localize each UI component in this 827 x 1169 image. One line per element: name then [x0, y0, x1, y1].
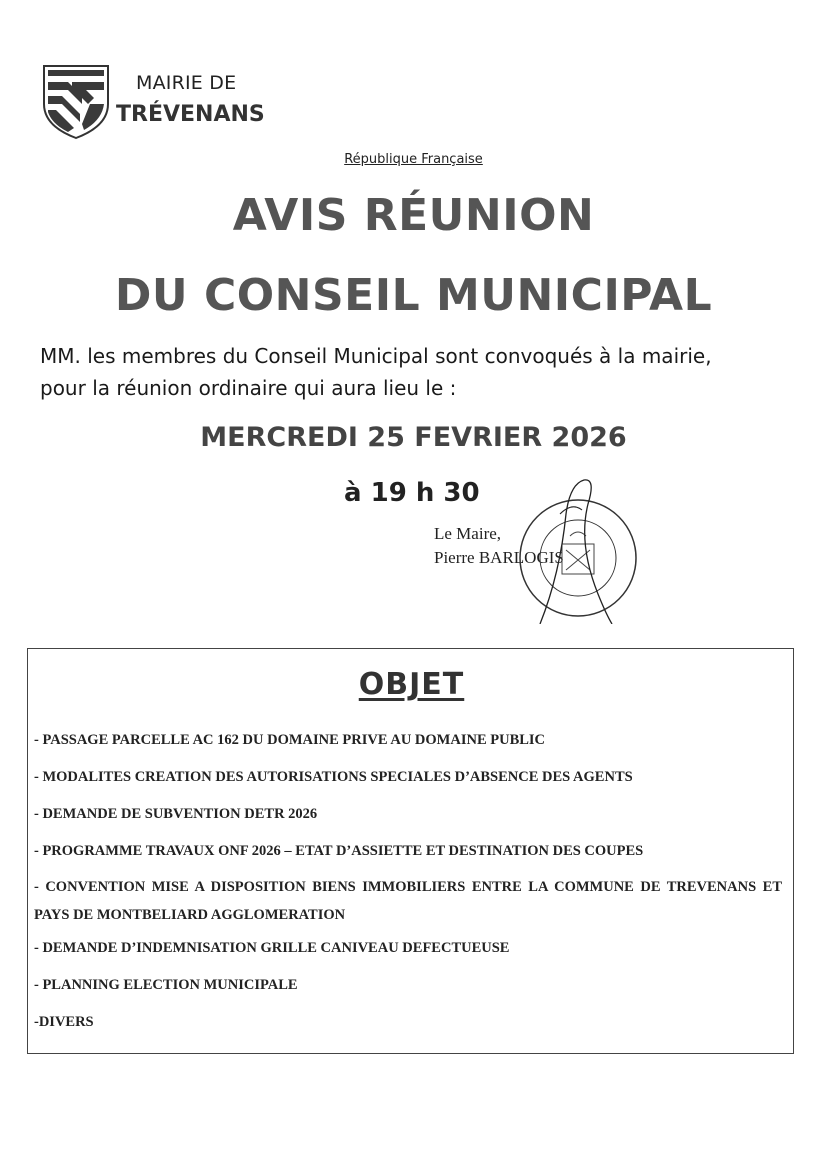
agenda-list	[34, 731, 782, 1050]
meeting-time: à 19 h 30	[344, 478, 480, 508]
agenda-item: - PLANNING ELECTION MUNICIPALE	[34, 977, 298, 993]
agenda-heading-text: OBJET	[358, 667, 465, 702]
town-name: TRÉVENANS	[116, 102, 265, 127]
meeting-date: MERCREDI 25 FEVRIER 2026	[200, 422, 627, 453]
republique-label: République Française	[344, 152, 483, 167]
signature-name: Pierre BARLOGIS	[434, 548, 564, 567]
signature-title: Le Maire,	[434, 524, 502, 543]
intro-line-1: MM. les membres du Conseil Municipal sont convoqués à la mairie,	[40, 344, 712, 368]
page-title-line-2: DU CONSEIL MUNICIPAL	[114, 270, 713, 321]
agenda-item: - CONVENTION MISE A DISPOSITION BIENS IMMOBILIERS ENTRE LA COMMUNE DE TREVENANS ET PAYS DE MONTBELIARD AGGLOMERATION	[34, 879, 782, 923]
town-shield-logo-icon	[42, 64, 110, 140]
agenda-box	[27, 648, 794, 1054]
agenda-item: -DIVERS	[34, 1014, 94, 1030]
agenda-item: - DEMANDE DE SUBVENTION DETR 2026	[34, 806, 318, 822]
agenda-item: - MODALITES CREATION DES AUTORISATIONS SPECIALES D’ABSENCE DES AGENTS	[34, 769, 633, 785]
mairie-label: MAIRIE DE	[136, 72, 237, 94]
agenda-item: - PASSAGE PARCELLE AC 162 DU DOMAINE PRIVE AU DOMAINE PUBLIC	[34, 732, 546, 748]
agenda-item: - PROGRAMME TRAVAUX ONF 2026 – ETAT D’ASSIETTE ET DESTINATION DES COUPES	[34, 843, 644, 859]
intro-line-2: pour la réunion ordinaire qui aura lieu le :	[40, 376, 457, 400]
official-stamp-icon	[500, 474, 650, 624]
agenda-item: - DEMANDE D’INDEMNISATION GRILLE CANIVEAU DEFECTUEUSE	[34, 940, 510, 956]
agenda-heading	[28, 667, 795, 702]
page-title-line-1: AVIS RÉUNION	[232, 190, 595, 241]
